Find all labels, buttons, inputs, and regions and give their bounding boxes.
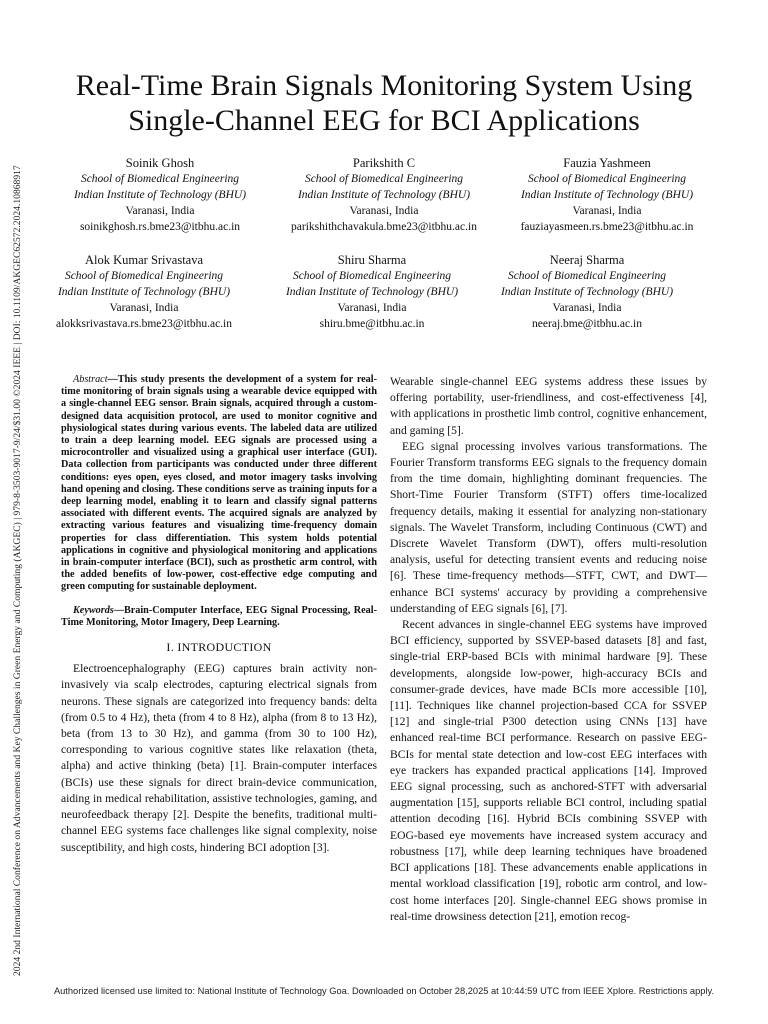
author-name: Shiru Sharma (337, 253, 407, 267)
author-email: parikshithchavakula.bme23@itbhu.ac.in (291, 221, 477, 233)
keywords-label: Keywords (73, 604, 114, 616)
author-row-2 (40, 252, 740, 342)
author-email: neeraj.bme@itbhu.ac.in (532, 318, 642, 330)
author-institute: Indian Institute of Technology (BHU) (520, 189, 694, 201)
title-line-2: Single-Channel EEG for BCI Applications (128, 104, 640, 137)
abstract-label: Abstract (73, 374, 108, 385)
author-city: Varanasi, India (572, 205, 642, 217)
author-institute: Indian Institute of Technology (BHU) (297, 189, 471, 201)
author-card (467, 252, 707, 332)
author-dept: School of Biomedical Engineering (292, 270, 452, 282)
intro-paragraph-1: Electroencephalography (EEG) captures brain activity non-invasively via scalp electrodes, capturing electrical signals from neurons. These signals are categorized into frequency bands: delta (from 0.5 to 4 Hz), theta (from 4 to 8 Hz), alpha (from 8 to 13 Hz), beta (from 13 to 30 Hz), and gamma (from 30 to 100 Hz), corresponding to various cognitive states like relaxation (theta, alpha) and active thinking (beta) [1]. Brain-computer interfaces (BCIs) use these signals for direct brain-device communication, aiding in medical rehabilitation, assistive technologies, gaming, and neurofeedback therapy [2]. Despite the benefits, traditional multi-channel EEG systems face challenges like signal complexity, noise susceptibility, and high costs, hindering BCI adoption [3]. (61, 662, 377, 854)
author-dept: School of Biomedical Engineering (507, 270, 667, 282)
author-row-1 (40, 155, 740, 245)
paper-title (40, 68, 728, 138)
author-dept: School of Biomedical Engineering (64, 270, 224, 282)
author-name: Alok Kumar Srivastava (84, 253, 204, 267)
author-card (40, 155, 280, 235)
author-card (252, 252, 492, 332)
author-name: Soinik Ghosh (125, 156, 195, 170)
author-institute: Indian Institute of Technology (BHU) (285, 286, 459, 298)
author-institute: Indian Institute of Technology (BHU) (73, 189, 247, 201)
author-card (264, 155, 504, 235)
left-column (61, 374, 377, 856)
body-paragraph-1: Wearable single-channel EEG systems address these issues by offering portability, user-friendliness, and cost-effectiveness [4], with applications in prosthetic limb control, cognitive enhancement, and gaming [5]. (390, 375, 707, 437)
citation-sidebar: 2024 2nd International Conference on Advancements and Key Challenges in Green Energy and Computing (AKGEC) | 979-8-3503-9017-9/24/$31.00 ©2024 IEEE | DOI: 10.1109/AKGEC62572.2024.10868917 (12, 165, 23, 976)
license-footer: Authorized licensed use limited to: National Institute of Technology Goa. Downloaded on October 28,2025 at 10:44:59 UTC from IEEE Xplore. Restrictions apply. (53, 986, 715, 996)
abstract-text: —This study presents the development of a system for real-time monitoring of brain signals using a wearable device equipped with a single-channel EEG sensor. Brain signals, acquired through a custom-designed data acquisition protocol, are used to monitor cognitive and physiological states during various events. The labeled data are utilized to train a deep learning model. EEG signals are processed using a microcontroller and visualized using a graphical user interface (GUI). Data collection from participants was conducted under three different conditions: eyes open, eyes closed, and motor imagery tasks involving hand opening and closing. These conditions serve as training inputs for a deep learning model, enabling it to learn and classify signal patterns associated with different events. The acquired signals are analyzed by extracting various features and visualizing time-frequency domain properties for class differentiation. This system holds potential applications in cognitive and physiological monitoring and applications in brain-computer interface (BCI), such as prosthetic arm control, with the added benefits of low-power, cost-effective edge computing and green computing for sustainable deployment. (61, 374, 377, 593)
author-card (24, 252, 264, 332)
author-dept: School of Biomedical Engineering (527, 173, 687, 185)
author-card (487, 155, 727, 235)
keywords (61, 605, 377, 629)
author-name: Parikshith C (352, 156, 416, 170)
author-city: Varanasi, India (109, 302, 179, 314)
body-paragraph-3: Recent advances in single-channel EEG systems have improved BCI efficiency, supported by SSVEP-based datasets [8] and fast, single-trial ERP-based BCIs with minimal hardware [9]. These developments, alongside low-power, high-accuracy BCIs and consumer-grade devices, have made BCIs more accessible [10], [11]. Techniques like channel projection-based CCA for SSVEP [12] and single-trial P300 detection using CNNs [13] have enhanced real-time BCI performance. Research on passive EEG-BCIs for mental state detection and low-cost EEG interfaces with eye trackers has expanded practical applications [14]. Improved EEG signal processing, such as anchored-STFT with adversarial augmentation [15], supports reliable BCI control, including spatial attention decoding [16]. Hybrid BCIs combining SSVEP with EOG-based eye movements have increased system accuracy and robustness [17], while deep learning techniques have broadened BCI applications [18]. These advancements enable applications in mental workload classification [19], robotic arm control, and low-cost home interfaces [20]. Single-channel EEG shows promise in real-time drowsiness detection [21], emotion recog- (390, 618, 707, 923)
keywords-text: —Brain-Computer Interface, EEG Signal Processing, Real-Time Monitoring, Motor Imagery, Deep Learning. (61, 604, 377, 628)
author-email: soinikghosh.rs.bme23@itbhu.ac.in (79, 221, 241, 233)
author-institute: Indian Institute of Technology (BHU) (57, 286, 231, 298)
right-column (390, 374, 707, 925)
author-dept: School of Biomedical Engineering (304, 173, 464, 185)
author-institute: Indian Institute of Technology (BHU) (500, 286, 674, 298)
author-city: Varanasi, India (337, 302, 407, 314)
author-name: Neeraj Sharma (549, 253, 625, 267)
author-dept: School of Biomedical Engineering (80, 173, 240, 185)
author-city: Varanasi, India (349, 205, 419, 217)
author-email: alokksrivastava.rs.bme23@itbhu.ac.in (55, 318, 233, 330)
author-name: Fauzia Yashmeen (563, 156, 651, 170)
body-paragraph-2: EEG signal processing involves various transformations. The Fourier Transform transforms EEG signals to the frequency domain from the time domain, highlighting dominant frequencies. The Short-Time Fourier Transform (STFT) offers time-localized frequency details, making it essential for analyzing non-stationary signals. The Wavelet Transform, including Continuous (CWT) and Discrete Wavelet Transform (DWT), offers multi-resolution analysis, useful for detecting transient events and reducing noise [6]. These time-frequency methods—STFT, CWT, and DWT—enhance BCI systems' accuracy by providing a comprehensive understanding of EEG signals [6], [7]. (390, 439, 707, 615)
author-email: fauziayasmeen.rs.bme23@itbhu.ac.in (520, 221, 694, 233)
author-city: Varanasi, India (125, 205, 195, 217)
author-email: shiru.bme@itbhu.ac.in (319, 318, 425, 330)
section-heading-introduction: I. INTRODUCTION (166, 640, 272, 655)
author-city: Varanasi, India (552, 302, 622, 314)
title-line-1: Real-Time Brain Signals Monitoring System Using (75, 69, 693, 102)
abstract (61, 374, 377, 594)
